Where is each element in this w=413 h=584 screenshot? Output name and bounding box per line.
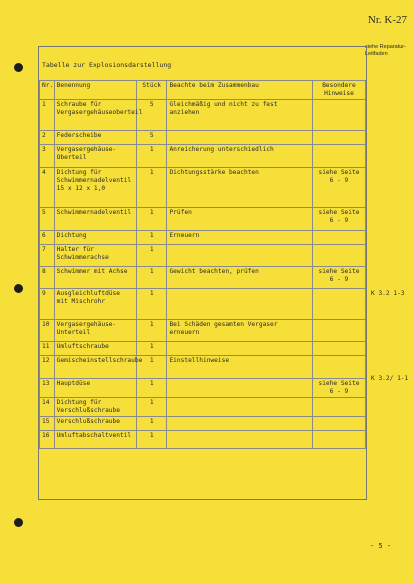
row-qty: 1: [137, 398, 167, 417]
table-row: [40, 231, 366, 245]
row-special: [312, 342, 365, 356]
row-note: Bei Schäden gesamten Vergaser erneuern: [167, 320, 313, 342]
row-name: Verschlußschraube: [54, 417, 136, 431]
row-name: Hauptdüse: [54, 379, 136, 398]
row-qty: 1: [137, 342, 167, 356]
row-name: Dichtung für Verschlußschraube: [54, 398, 136, 417]
row-qty: 1: [137, 356, 167, 379]
table-header-row: [40, 81, 366, 100]
row-qty: 1: [137, 289, 167, 320]
row-qty: 5: [137, 100, 167, 131]
row-qty: 1: [137, 379, 167, 398]
binder-hole-bottom: [14, 518, 23, 527]
binder-hole-top: [14, 63, 23, 72]
header-note: Beachte beim Zusammenbau: [167, 81, 313, 100]
table-row: [40, 100, 366, 131]
row-special: siehe Seite 6 - 9: [312, 379, 365, 398]
row-nr: 2: [40, 131, 55, 145]
footer-page: - 5 -: [370, 542, 392, 550]
row-nr: 5: [40, 208, 55, 231]
table-row: [40, 245, 366, 267]
table-row: [40, 267, 366, 289]
row-name: Schwimmernadelventil: [54, 208, 136, 231]
row-note: [167, 398, 313, 417]
margin-ref-row8: K 3.2/ 1-1: [371, 375, 409, 382]
row-qty: 1: [137, 208, 167, 231]
row-name: Schraube für Vergasergehäuseoberteil: [54, 100, 136, 131]
row-name: Vergasergehäuse-Oberteil: [54, 145, 136, 168]
margin-ref-row5: K 3.2 1-3: [371, 290, 405, 297]
table-frame: [38, 46, 367, 500]
row-note: Gewicht beachten, prüfen: [167, 267, 313, 289]
row-qty: 1: [137, 231, 167, 245]
binder-hole-middle: [14, 284, 23, 293]
side-note: siehe Reparatur-Leitfaden: [365, 44, 406, 58]
row-special: [312, 356, 365, 379]
row-nr: 10: [40, 320, 55, 342]
row-name: Halter für Schwimmerachse: [54, 245, 136, 267]
row-name: Gemischeinstellschraube: [54, 356, 136, 379]
table-row: [40, 342, 366, 356]
row-nr: 6: [40, 231, 55, 245]
row-nr: 14: [40, 398, 55, 417]
table-row: [40, 208, 366, 231]
row-qty: 1: [137, 320, 167, 342]
row-qty: 1: [137, 245, 167, 267]
row-special: [312, 431, 365, 449]
header-special: Besondere Hinweise: [312, 81, 365, 100]
row-nr: 12: [40, 356, 55, 379]
row-note: Dichtungsstärke beachten: [167, 168, 313, 208]
table-row: [40, 398, 366, 417]
row-note: [167, 417, 313, 431]
row-nr: 8: [40, 267, 55, 289]
row-name: Umluftschraube: [54, 342, 136, 356]
row-name: Dichtung für Schwimmernadelventil 15 x 12 x 1,0: [54, 168, 136, 208]
row-nr: 16: [40, 431, 55, 449]
row-name: Ausgleichluftdüse mit Mischrohr: [54, 289, 136, 320]
row-special: siehe Seite 6 - 9: [312, 168, 365, 208]
row-nr: 1: [40, 100, 55, 131]
row-note: [167, 289, 313, 320]
row-special: siehe Seite 6 - 9: [312, 267, 365, 289]
header-qty: Stück: [137, 81, 167, 100]
row-nr: 15: [40, 417, 55, 431]
row-qty: 1: [137, 431, 167, 449]
row-nr: 4: [40, 168, 55, 208]
table-row: [40, 289, 366, 320]
row-qty: 1: [137, 168, 167, 208]
row-note: Erneuern: [167, 231, 313, 245]
page-number: Nr. K-27: [367, 14, 407, 26]
header-nr: Nr.: [40, 81, 55, 100]
row-note: Einstellhinweise: [167, 356, 313, 379]
row-special: [312, 245, 365, 267]
row-nr: 7: [40, 245, 55, 267]
row-nr: 13: [40, 379, 55, 398]
row-nr: 3: [40, 145, 55, 168]
table-row: [40, 431, 366, 449]
row-note: [167, 245, 313, 267]
row-special: [312, 289, 365, 320]
row-special: siehe Seite 6 - 9: [312, 208, 365, 231]
row-note: Anreicherung unterschiedlich: [167, 145, 313, 168]
row-name: Federscheibe: [54, 131, 136, 145]
table-row: [40, 379, 366, 398]
row-name: Vergasergehäuse-Unterteil: [54, 320, 136, 342]
row-special: [312, 131, 365, 145]
row-qty: 1: [137, 417, 167, 431]
row-note: Prüfen: [167, 208, 313, 231]
row-special: [312, 398, 365, 417]
row-special: [312, 100, 365, 131]
row-qty: 5: [137, 131, 167, 145]
row-name: Umluftabschaltventil: [54, 431, 136, 449]
row-special: [312, 145, 365, 168]
row-note: [167, 431, 313, 449]
row-name: Schwimmer mit Achse: [54, 267, 136, 289]
row-name: Dichtung: [54, 231, 136, 245]
row-note: [167, 131, 313, 145]
table-row: [40, 168, 366, 208]
table-row: [40, 131, 366, 145]
row-special: [312, 417, 365, 431]
row-note: [167, 342, 313, 356]
table-row: [40, 320, 366, 342]
header-name: Benennung: [54, 81, 136, 100]
parts-table: [39, 80, 366, 449]
row-special: [312, 231, 365, 245]
table-row: [40, 356, 366, 379]
row-note: Gleichmäßig und nicht zu fest anziehen: [167, 100, 313, 131]
table-title: Tabelle zur Explosionsdarstellung: [42, 61, 172, 69]
row-nr: 9: [40, 289, 55, 320]
row-qty: 1: [137, 267, 167, 289]
row-special: [312, 320, 365, 342]
row-qty: 1: [137, 145, 167, 168]
row-nr: 11: [40, 342, 55, 356]
table-row: [40, 145, 366, 168]
table-row: [40, 417, 366, 431]
row-note: [167, 379, 313, 398]
